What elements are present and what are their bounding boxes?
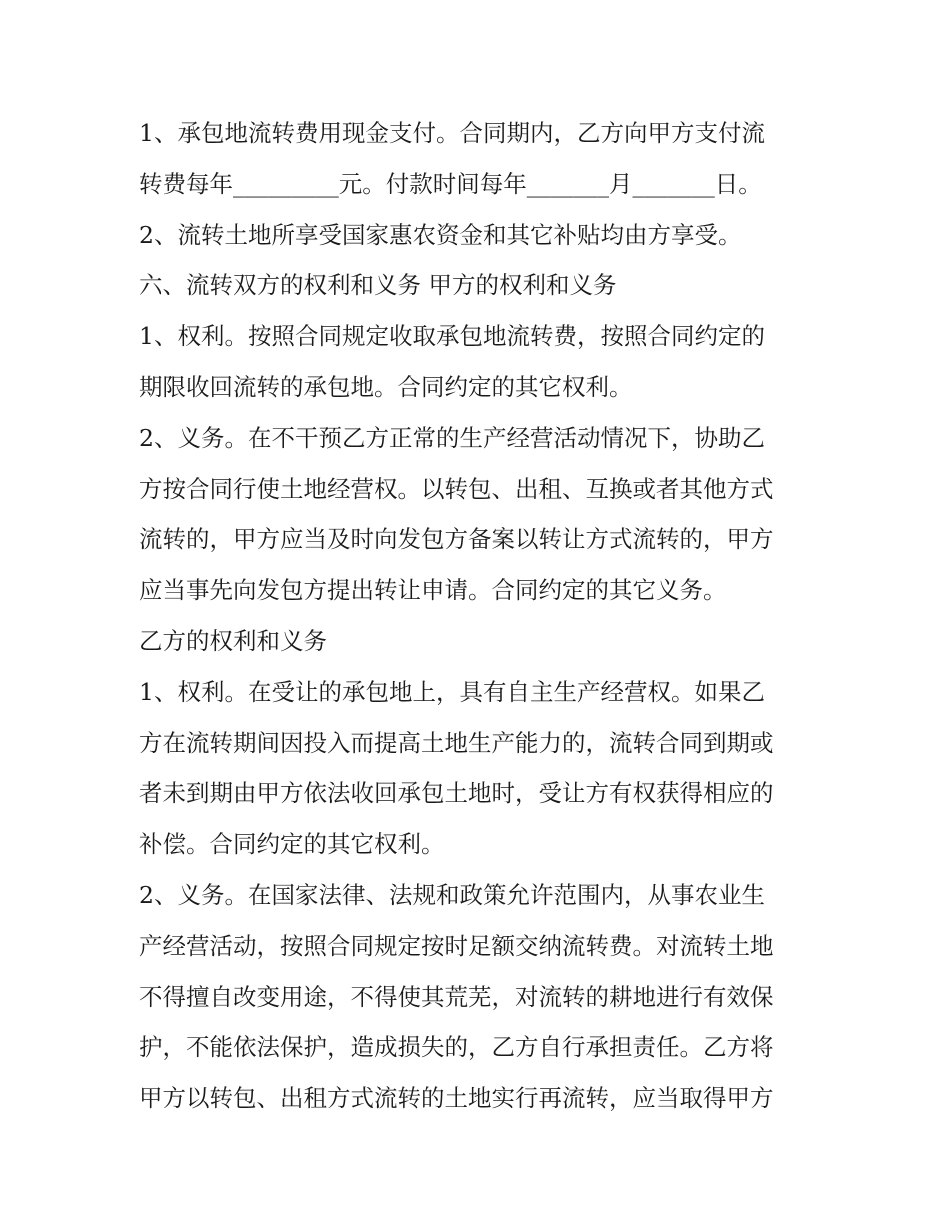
text-line: 流转的，甲方应当及时向发包方备案以转让方式流转的，甲方 (139, 525, 774, 554)
text-line: 护，不能依法保护，造成损失的，乙方自行承担责任。乙方将 (139, 1033, 774, 1062)
text-line: 期限收回流转的承包地。合同约定的其它权利。 (139, 372, 633, 401)
text-line: 方在流转期间因投入而提高土地生产能力的，流转合同到期或 (139, 728, 774, 757)
text-line: 甲方以转包、出租方式流转的土地实行再流转，应当取得甲方 (139, 1084, 774, 1113)
text-line: 2、义务。在不干预乙方正常的生产经营活动情况下，协助乙 (139, 423, 765, 452)
document-body (139, 108, 819, 1124)
text-line: 1、权利。按照合同规定收取承包地流转费，按照合同约定的 (139, 322, 765, 351)
text-line: 2、义务。在国家法律、法规和政策允许范围内，从事农业生 (139, 880, 765, 909)
text-line: 者未到期由甲方依法收回承包土地时，受让方有权获得相应的 (139, 779, 774, 808)
text-line: 方按合同行使土地经营权。以转包、出租、互换或者其他方式 (139, 474, 774, 503)
text-line: 不得擅自改变用途，不得使其荒芜，对流转的耕地进行有效保 (139, 982, 774, 1011)
section-heading: 乙方的权利和义务 (139, 626, 327, 655)
text-line: 2、流转土地所享受国家惠农资金和其它补贴均由方享受。 (139, 220, 742, 249)
section-heading: 六、流转双方的权利和义务 甲方的权利和义务 (139, 271, 617, 300)
text-line: 1、承包地流转费用现金支付。合同期内，乙方向甲方支付流 (139, 119, 765, 147)
text-line: 补偿。合同约定的其它权利。 (139, 830, 445, 859)
text-line: 转费每年_________元。付款时间每年_______月_______日。 (139, 169, 762, 198)
text-line: 产经营活动，按照合同规定按时足额交纳流转费。对流转土地 (139, 931, 774, 960)
text-line: 应当事先向发包方提出转让申请。合同约定的其它义务。 (139, 576, 727, 605)
text-line: 1、权利。在受让的承包地上，具有自主生产经营权。如果乙 (139, 677, 765, 706)
